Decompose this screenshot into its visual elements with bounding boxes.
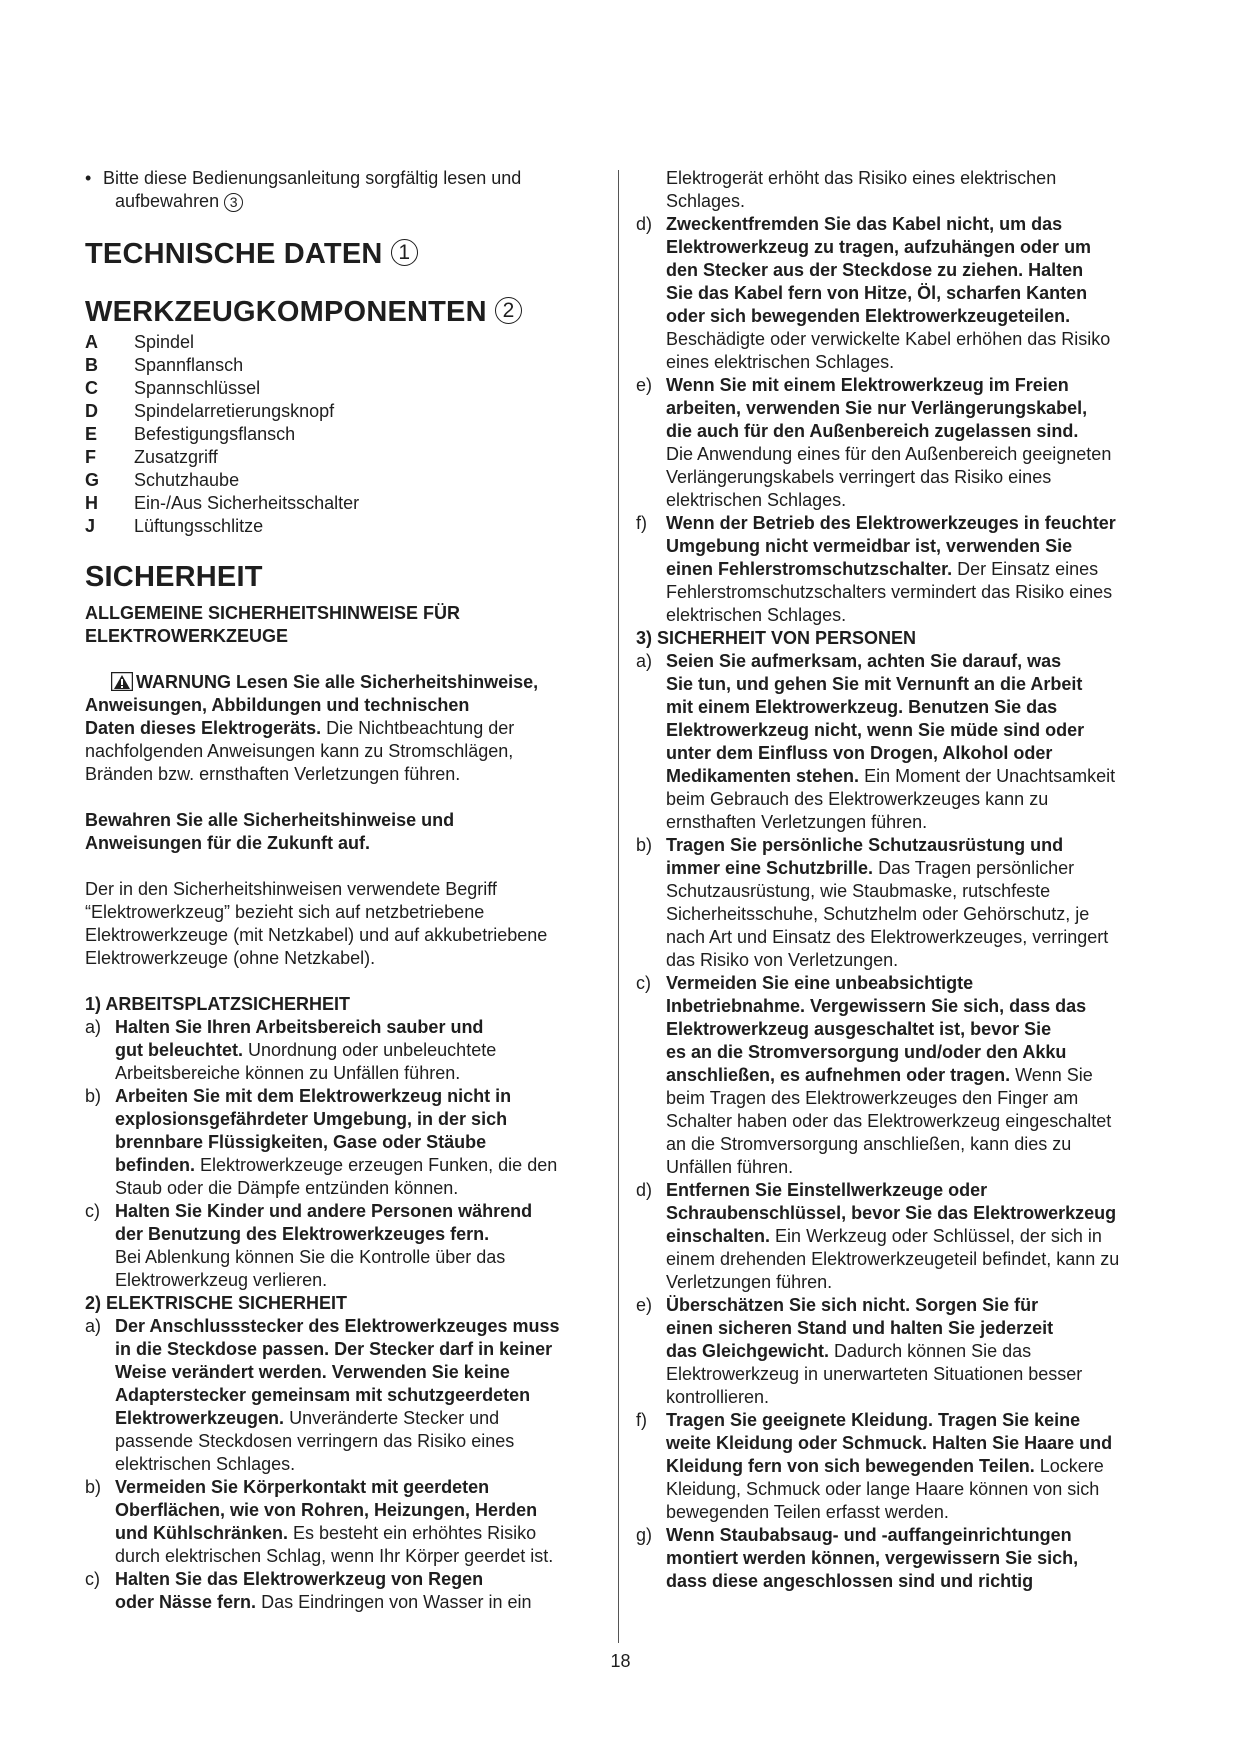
figure-ref-2: 2: [495, 297, 522, 324]
section-2-heading: 2) ELEKTRISCHE SICHERHEIT: [85, 1293, 348, 1313]
component-label: Zusatzgriff: [134, 447, 218, 467]
component-letter: H: [85, 493, 98, 513]
item-normal-text: beim Gebrauch des Elektrowerkzeuges kann zu: [666, 789, 1049, 809]
safety-item: [636, 1524, 1166, 1593]
section-2-list-right: [636, 213, 1166, 627]
item-bold-text: Elektrowerkzeug nicht, wenn Sie müde sind oder: [666, 720, 1085, 740]
item-bold-text: Vermeiden Sie eine unbeabsichtigte: [666, 973, 974, 993]
item-bold-text: in die Steckdose passen. Der Stecker darf in keiner: [115, 1339, 553, 1359]
item-bold-text: Wenn Staubabsaug- und -auffangeinrichtungen: [666, 1525, 1072, 1545]
item-normal-text: Unveränderte Stecker und: [284, 1408, 500, 1428]
item-normal-text: beim Tragen des Elektrowerkzeuges den Finger am: [666, 1088, 1079, 1108]
item-normal-text: das Risiko von Verletzungen.: [666, 950, 899, 970]
item-marker: c): [636, 973, 651, 993]
safety-item: [636, 650, 1166, 834]
component-item: [85, 423, 600, 446]
item-bold-text: unter dem Einfluss von Drogen, Alkohol oder: [666, 743, 1053, 763]
component-letter: D: [85, 401, 98, 421]
item-bold-text: Halten Sie Ihren Arbeitsbereich sauber und: [115, 1017, 484, 1037]
component-item: [85, 400, 600, 423]
section-2-list-left: [85, 1315, 600, 1614]
item-bold-text: oder sich bewegenden Elektrowerkzeugeteilen.: [666, 306, 1071, 326]
item-bold-text: Arbeiten Sie mit dem Elektrowerkzeug nicht in: [115, 1086, 512, 1106]
item-bold-text: immer eine Schutzbrille.: [666, 858, 874, 878]
item-bold-text: einschalten.: [666, 1226, 771, 1246]
safety-item: [85, 1016, 600, 1085]
continued-text: Elektrogerät erhöht das Risiko eines elektrischen Schlages.: [666, 168, 1057, 211]
item-bold-text: anschließen, es aufnehmen oder tragen.: [666, 1065, 1011, 1085]
item-normal-text: Elektrowerkzeuge erzeugen Funken, die den: [195, 1155, 558, 1175]
item-bold-text: der Benutzung des Elektrowerkzeuges fern.: [115, 1224, 490, 1244]
item-marker: e): [636, 1295, 653, 1315]
item-normal-text: Der Einsatz eines: [952, 559, 1099, 579]
item-normal-text: Unordnung oder unbeleuchtete: [243, 1040, 497, 1060]
item-normal-text: Das Eindringen von Wasser in ein: [256, 1592, 532, 1612]
item-bold-text: Elektrowerkzeug zu tragen, aufzuhängen oder um: [666, 237, 1092, 257]
bullet: •: [85, 168, 92, 188]
item-normal-text: elektrischen Schlages.: [666, 490, 847, 510]
item-normal-text: Fehlerstromschutzschalters vermindert das Risiko eines: [666, 582, 1113, 602]
item-bold-text: Überschätzen Sie sich nicht. Sorgen Sie für: [666, 1295, 1039, 1315]
item-bold-text: brennbare Flüssigkeiten, Gase oder Stäube: [115, 1132, 487, 1152]
safety-item: [636, 1409, 1166, 1524]
item-normal-text: einem drehenden Elektrowerkzeugeteil befindet, kann zu: [666, 1249, 1120, 1269]
item-bold-text: die auch für den Außenbereich zugelassen sind.: [666, 421, 1079, 441]
keep-instructions: Bewahren Sie alle Sicherheitshinweise und Anweisungen für die Zukunft auf.: [85, 810, 455, 853]
item-bold-text: Sie das Kabel fern von Hitze, Öl, scharfen Kanten: [666, 283, 1088, 303]
item-normal-text: Schalter haben oder das Elektrowerkzeug eingeschaltet: [666, 1111, 1112, 1131]
item-normal-text: Beschädigte oder verwickelte Kabel erhöhen das Risiko: [666, 329, 1111, 349]
item-normal-text: Elektrowerkzeug verlieren.: [115, 1270, 328, 1290]
item-bold-text: Halten Sie Kinder und andere Personen während: [115, 1201, 533, 1221]
safety-item: [636, 213, 1166, 374]
item-bold-text: arbeiten, verwenden Sie nur Verlängerungskabel,: [666, 398, 1088, 418]
component-item: [85, 492, 600, 515]
item-bold-text: Vermeiden Sie Körperkontakt mit geerdeten: [115, 1477, 490, 1497]
item-bold-text: oder Nässe fern.: [115, 1592, 257, 1612]
item-marker: f): [636, 513, 647, 533]
item-normal-text: Bei Ablenkung können Sie die Kontrolle über das: [115, 1247, 506, 1267]
item-normal-text: Ein Werkzeug oder Schlüssel, der sich in: [770, 1226, 1102, 1246]
item-bold-text: Schraubenschlüssel, bevor Sie das Elektrowerkzeug: [666, 1203, 1117, 1223]
item-normal-text: bewegenden Teilen erfasst werden.: [666, 1502, 949, 1522]
item-normal-text: Das Tragen persönlicher: [873, 858, 1075, 878]
item-normal-text: Arbeitsbereiche können zu Unfällen führen.: [115, 1063, 461, 1083]
item-bold-text: einen Fehlerstromschutzschalter.: [666, 559, 953, 579]
warning-paragraph: WARNUNG Lesen Sie alle Sicherheitshinweise, Anweisungen, Abbildungen und technischen Daten dieses Elektrogeräts. Die Nichtbeachtung der nachfolgenden Anweisungen kann zu Stromschlägen, Bränden bzw. ernsthaften Verletzungen führen.: [85, 672, 539, 784]
item-bold-text: Weise verändert werden. Verwenden Sie keine: [115, 1362, 510, 1382]
item-bold-text: dass diese angeschlossen sind und richtig: [666, 1571, 1034, 1591]
figure-ref-3: 3: [224, 193, 243, 212]
item-bold-text: Inbetriebnahme. Vergewissern Sie sich, dass das: [666, 996, 1087, 1016]
item-bold-text: Elektrowerkzeugen.: [115, 1408, 285, 1428]
component-letter: F: [85, 447, 96, 467]
item-marker: b): [85, 1086, 102, 1106]
item-marker: e): [636, 375, 653, 395]
item-bold-text: und Kühlschränken.: [115, 1523, 289, 1543]
component-letter: A: [85, 332, 98, 352]
item-normal-text: Verletzungen führen.: [666, 1272, 833, 1292]
page-number: 18: [610, 1651, 631, 1671]
safety-heading: SICHERHEIT: [85, 561, 263, 593]
item-normal-text: eines elektrischen Schlages.: [666, 352, 895, 372]
item-marker: a): [85, 1316, 102, 1336]
item-bold-text: den Stecker aus der Steckdose zu ziehen. Halten: [666, 260, 1084, 280]
item-bold-text: Kleidung fern von sich bewegenden Teilen.: [666, 1456, 1035, 1476]
item-normal-text: Schutzausrüstung, wie Staubmaske, rutschfeste: [666, 881, 1051, 901]
component-label: Spindelarretierungsknopf: [134, 401, 335, 421]
component-letter: J: [85, 516, 96, 536]
item-bold-text: das Gleichgewicht.: [666, 1341, 830, 1361]
item-bold-text: Adapterstecker gemeinsam mit schutzgeerdeten: [115, 1385, 531, 1405]
item-bold-text: Zweckentfremden Sie das Kabel nicht, um das: [666, 214, 1063, 234]
item-bold-text: explosionsgefährdeter Umgebung, in der sich: [115, 1109, 508, 1129]
component-label: Befestigungsflansch: [134, 424, 296, 444]
component-item: [85, 469, 600, 492]
column-divider: [618, 170, 619, 1643]
item-normal-text: kontrollieren.: [666, 1387, 770, 1407]
component-item: [85, 446, 600, 469]
item-bold-text: Halten Sie das Elektrowerkzeug von Regen: [115, 1569, 484, 1589]
item-normal-text: elektrischen Schlages.: [115, 1454, 296, 1474]
item-normal-text: passende Steckdosen verringern das Risiko eines: [115, 1431, 515, 1451]
item-marker: a): [636, 651, 653, 671]
item-bold-text: befinden.: [115, 1155, 195, 1175]
components-list: [85, 331, 600, 538]
intro-line-1: Bitte diese Bedienungsanleitung sorgfältig lesen und: [103, 168, 522, 188]
item-marker: c): [85, 1201, 100, 1221]
safety-item: [85, 1568, 600, 1614]
item-marker: a): [85, 1017, 102, 1037]
item-bold-text: montiert werden können, vergewissern Sie sich,: [666, 1548, 1079, 1568]
component-item: [85, 331, 600, 354]
section-3-heading: 3) SICHERHEIT VON PERSONEN: [636, 628, 917, 648]
item-marker: b): [85, 1477, 102, 1497]
safety-item: [636, 834, 1166, 972]
tech-heading: TECHNISCHE DATEN 1: [85, 237, 600, 271]
item-bold-text: Tragen Sie persönliche Schutzausrüstung und: [666, 835, 1064, 855]
item-normal-text: ernsthaften Verletzungen führen.: [666, 812, 928, 832]
item-bold-text: Tragen Sie geeignete Kleidung. Tragen Sie keine: [666, 1410, 1081, 1430]
term-definition: Der in den Sicherheitshinweisen verwendete Begriff “Elektrowerkzeug” bezieht sich auf netzbetriebene Elektrowerkzeuge (mit Netzkabel) und auf akkubetriebene Elektrowerkzeuge (ohne Netzkabel).: [85, 879, 548, 968]
item-normal-text: elektrischen Schlages.: [666, 605, 847, 625]
component-label: Ein-/Aus Sicherheitsschalter: [134, 493, 360, 513]
item-marker: f): [636, 1410, 647, 1430]
component-item: [85, 354, 600, 377]
item-normal-text: Die Anwendung eines für den Außenbereich geeigneten: [666, 444, 1112, 464]
safety-item: [85, 1315, 600, 1476]
safety-item: [85, 1476, 600, 1568]
warning-triangle-icon: [111, 672, 133, 691]
safety-item: [85, 1085, 600, 1200]
right-column: [636, 167, 1166, 1593]
component-item: [85, 377, 600, 400]
section-1-list: [85, 1016, 600, 1292]
item-normal-text: Ein Moment der Unachtsamkeit: [859, 766, 1116, 786]
item-bold-text: Oberflächen, wie von Rohren, Heizungen, Herden: [115, 1500, 538, 1520]
item-normal-text: Elektrowerkzeug in unerwarteten Situationen besser: [666, 1364, 1083, 1384]
item-bold-text: Medikamenten stehen.: [666, 766, 860, 786]
item-marker: d): [636, 1180, 653, 1200]
item-normal-text: Dadurch können Sie das: [829, 1341, 1032, 1361]
safety-item: [636, 374, 1166, 512]
item-bold-text: gut beleuchtet.: [115, 1040, 244, 1060]
item-bold-text: weite Kleidung oder Schmuck. Halten Sie Haare und: [666, 1433, 1113, 1453]
item-bold-text: Wenn der Betrieb des Elektrowerkzeuges in feuchter: [666, 513, 1116, 533]
item-normal-text: Verlängerungskabels verringert das Risiko eines: [666, 467, 1052, 487]
safety-item: [636, 1294, 1166, 1409]
components-heading: WERKZEUGKOMPONENTEN 2: [85, 295, 600, 329]
item-bold-text: Der Anschlussstecker des Elektrowerkzeuges muss: [115, 1316, 560, 1336]
item-normal-text: an die Stromversorgung anschließen, kann dies zu: [666, 1134, 1072, 1154]
safety-item: [636, 1179, 1166, 1294]
item-normal-text: Sicherheitsschuhe, Schutzhelm oder Gehörschutz, je: [666, 904, 1090, 924]
safety-item: [85, 1200, 600, 1292]
component-letter: E: [85, 424, 98, 444]
item-normal-text: Staub oder die Dämpfe entzünden können.: [115, 1178, 459, 1198]
intro-line-2: aufbewahren: [115, 191, 220, 211]
item-bold-text: Wenn Sie mit einem Elektrowerkzeug im Freien: [666, 375, 1069, 395]
item-marker: d): [636, 214, 653, 234]
left-column: [85, 167, 600, 1614]
safety-item: [636, 512, 1166, 627]
component-label: Spindel: [134, 332, 195, 352]
component-letter: C: [85, 378, 98, 398]
item-bold-text: Umgebung nicht vermeidbar ist, verwenden Sie: [666, 536, 1073, 556]
item-bold-text: Entfernen Sie Einstellwerkzeuge oder: [666, 1180, 988, 1200]
component-label: Lüftungsschlitze: [134, 516, 264, 536]
intro-bullet-item: [85, 167, 600, 213]
general-safety-heading: ALLGEMEINE SICHERHEITSHINWEISE FÜR ELEKTROWERKZEUGE: [85, 603, 461, 646]
item-marker: c): [85, 1569, 100, 1589]
item-bold-text: einen sicheren Stand und halten Sie jederzeit: [666, 1318, 1054, 1338]
item-normal-text: Lockere: [1034, 1456, 1104, 1476]
section-1-heading: 1) ARBEITSPLATZSICHERHEIT: [85, 994, 351, 1014]
item-bold-text: Sie tun, und gehen Sie mit Vernunft an die Arbeit: [666, 674, 1083, 694]
figure-ref-1: 1: [391, 239, 418, 266]
item-bold-text: es an die Stromversorgung und/oder den Akku: [666, 1042, 1067, 1062]
item-normal-text: Wenn Sie: [1010, 1065, 1093, 1085]
item-marker: b): [636, 835, 653, 855]
item-normal-text: Es besteht ein erhöhtes Risiko: [288, 1523, 537, 1543]
item-normal-text: durch elektrischen Schlag, wenn Ihr Körper geerdet ist.: [115, 1546, 554, 1566]
safety-item: [636, 972, 1166, 1179]
component-label: Schutzhaube: [134, 470, 240, 490]
component-label: Spannflansch: [134, 355, 244, 375]
item-bold-text: mit einem Elektrowerkzeug. Benutzen Sie das: [666, 697, 1058, 717]
component-letter: B: [85, 355, 98, 375]
item-bold-text: Seien Sie aufmerksam, achten Sie darauf, was: [666, 651, 1062, 671]
item-normal-text: Kleidung, Schmuck oder lange Haare können von sich: [666, 1479, 1100, 1499]
component-letter: G: [85, 470, 100, 490]
item-normal-text: Unfällen führen.: [666, 1157, 794, 1177]
item-marker: g): [636, 1525, 653, 1545]
component-label: Spannschlüssel: [134, 378, 261, 398]
item-bold-text: Elektrowerkzeug ausgeschaltet ist, bevor Sie: [666, 1019, 1052, 1039]
item-normal-text: nach Art und Einsatz des Elektrowerkzeuges, verringert: [666, 927, 1109, 947]
section-3-list: [636, 650, 1166, 1593]
component-item: [85, 515, 600, 538]
